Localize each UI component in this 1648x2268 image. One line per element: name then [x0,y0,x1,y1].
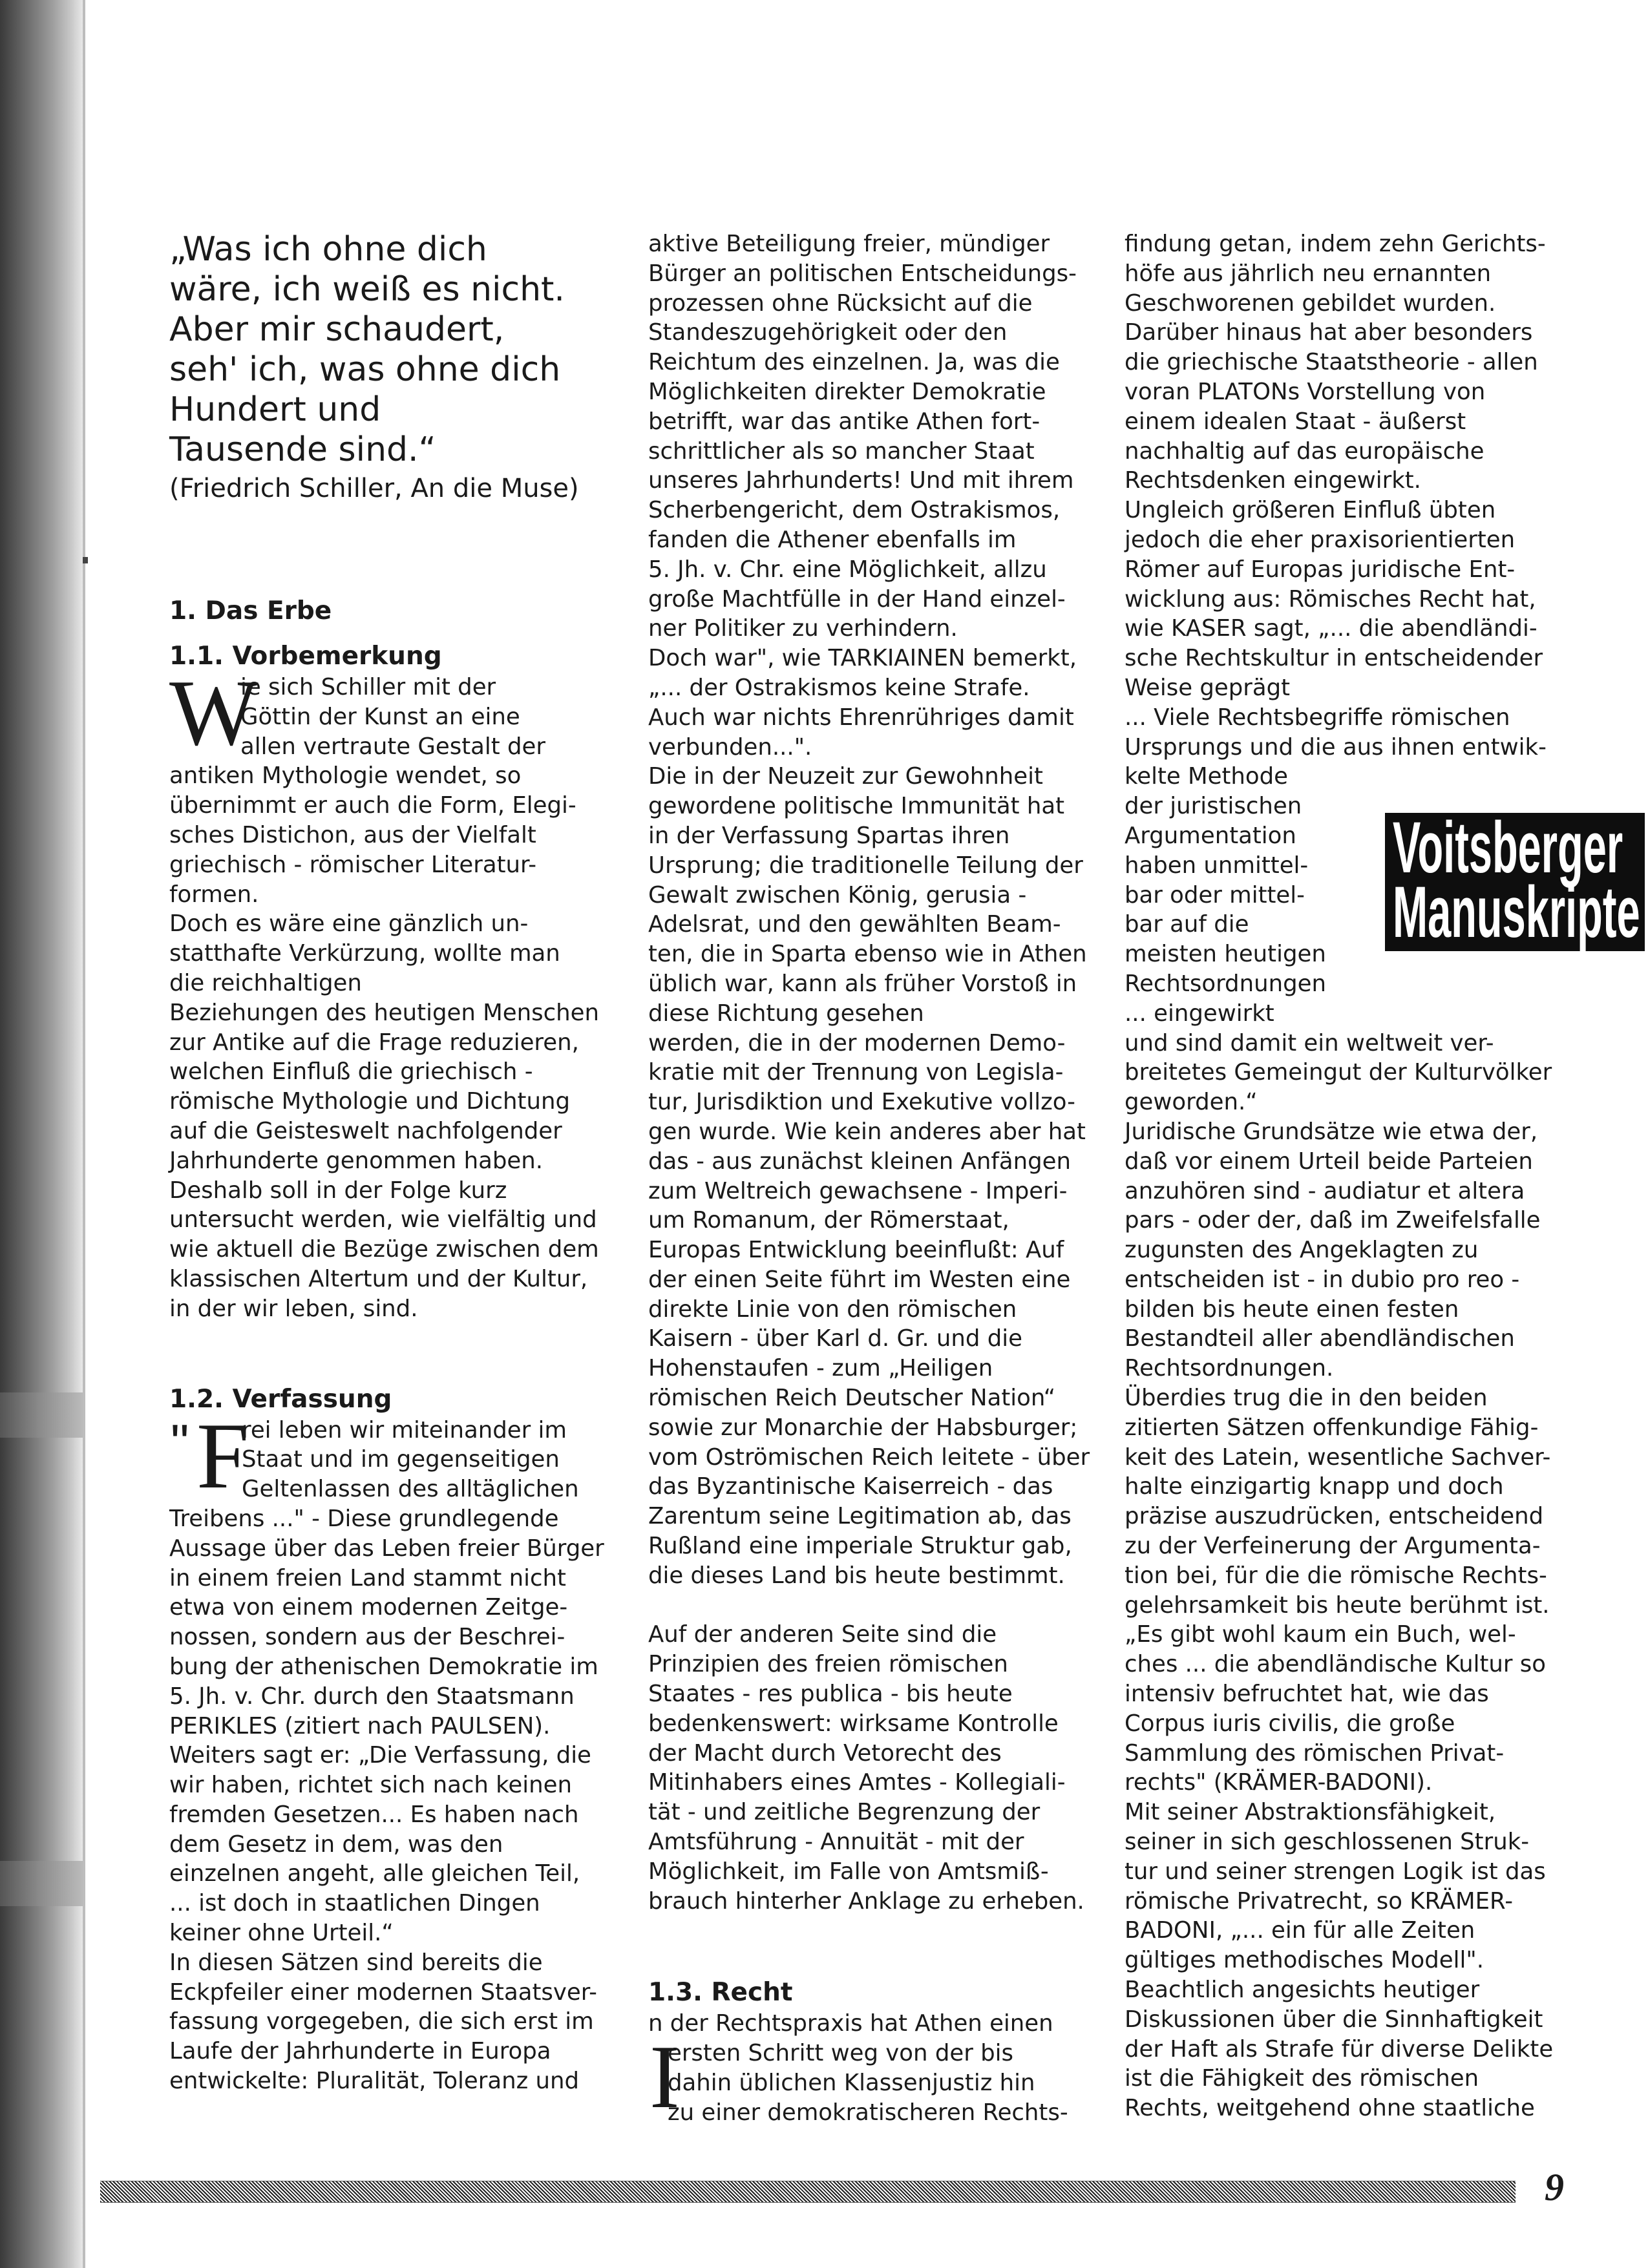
text-line: Ursprungs und die aus ihnen entwik- [1125,733,1547,761]
text-line: prozessen ohne Rücksicht auf die [648,289,1033,317]
paragraph [169,761,599,1323]
text-line: Römer auf Europas juridische Ent- [1125,556,1516,583]
logo-line-1: Voitsberger [1393,807,1623,888]
text-line: verbunden...". [648,733,812,761]
text-line: präzise auszudrücken, entscheidend [1125,1503,1544,1530]
text-line: Mitinhabers eines Amtes - Kollegiali- [648,1769,1066,1796]
text-line: Doch es wäre eine gänzlich un- [169,910,529,938]
text-line: der einen Seite führt im Westen eine [648,1266,1071,1293]
text-line: der Macht durch Vetorecht des [648,1739,1002,1767]
text-line: höfe aus jährlich neu ernannten [1125,260,1492,287]
text-line: Sammlung des römischen Privat- [1125,1739,1505,1767]
section-heading-1: 1. Das Erbe [169,596,332,625]
text-line: aktive Beteiligung freier, mündiger [648,231,1050,257]
text-line: werden, die in der modernen Demo- [648,1029,1066,1056]
epigraph-line: seh' ich, was ohne dich [169,350,561,389]
text-line: griechisch - römischer Literatur- [169,851,537,878]
text-line: Rechtsdenken eingewirkt. [1125,467,1421,494]
text-line: wie KASER sagt, „... die abendländi- [1125,615,1537,642]
text-line: geworden.“ [1125,1089,1258,1116]
text-line: Beziehungen des heutigen Menschen [169,999,599,1026]
text-line: Laufe der Jahrhunderte in Europa [169,2038,551,2065]
text-line: bung der athenischen Demokratie im [169,1653,598,1680]
text-line: In diesen Sätzen sind bereits die [169,1949,543,1976]
text-line: „Es gibt wohl kaum ein Buch, wel- [1125,1621,1516,1648]
text-line: fremden Gesetzen... Es haben nach [169,1801,579,1828]
text-line: Argumentation [1125,822,1296,849]
text-line: Treibens ..." - Diese grundlegende [169,1505,559,1532]
text-line: brauch hinterher Anklage zu erheben. [648,1887,1084,1915]
text-line: Standeszugehörigkeit oder den [648,319,1008,346]
text-line: Aussage über das Leben freier Bürger [169,1535,604,1562]
text-line: Zarentum seine Legitimation ab, das [648,1503,1072,1530]
text-line: keiner ohne Urteil.“ [169,1920,394,1947]
text-line: daß vor einem Urteil beide Parteien [1125,1148,1533,1175]
text-line: antiken Mythologie wendet, so [169,762,522,790]
text-line: Europas Entwicklung beeinflußt: Auf [648,1237,1064,1264]
text-line: auf die Geisteswelt nachfolgender [169,1117,562,1144]
text-line: welchen Einfluß die griechisch - [169,1058,533,1086]
scan-mark [83,557,88,563]
text-line: statthafte Verkürzung, wollte man [169,940,560,967]
text-line: Kaisern - über Karl d. Gr. und die [648,1325,1022,1352]
text-line: fassung vorgegeben, die sich erst im [169,2008,594,2035]
text-line: pars - oder der, daß im Zweifelsfalle [1125,1207,1541,1234]
page-edge [83,0,85,2268]
epigraph-line: wäre, ich weiß es nicht. [169,270,565,309]
text-line: ersten Schritt weg von der bis [668,2040,1013,2067]
text-line: gültiges methodisches Modell". [1125,1947,1484,1974]
text-line: keit des Latein, wesentliche Sachver- [1125,1444,1551,1471]
drop-cap-quote: " [171,1413,189,1471]
text-line: Staat und im gegenseitigen [242,1446,560,1473]
text-line: ches ... die abendländische Kultur so [1125,1651,1547,1678]
text-line: Auf der anderen Seite sind die [648,1621,997,1648]
text-line: bar oder mittel- [1125,881,1305,908]
text-line: römische Privatrecht, so KRÄMER- [1125,1887,1514,1915]
text-line: rei leben wir miteinander im [242,1416,567,1444]
text-line: die dieses Land bis heute bestimmt. [648,1562,1065,1589]
drop-cap: W [169,660,259,765]
text-line: Mit seiner Abstraktionsfähigkeit, [1125,1799,1496,1826]
text-line: intensiv befruchtet hat, wie das [1125,1681,1489,1708]
text-line: zugunsten des Angeklagten zu [1125,1237,1479,1264]
text-line: ... Viele Rechtsbegriffe römischen [1125,704,1510,731]
text-line: fanden die Athener ebenfalls im [648,526,1017,553]
text-line: bilden bis heute einen festen [1125,1296,1459,1323]
text-line: der juristischen [1125,793,1302,820]
text-line: in einem freien Land stammt nicht [169,1564,566,1591]
text-line: 5. Jh. v. Chr. durch den Staatsmann [169,1683,575,1710]
text-line: Adelsrat, und den gewählten Beam- [648,911,1061,938]
section-heading-1-1: 1.1. Vorbemerkung [169,642,442,671]
text-line: unseres Jahrhunderts! Und mit ihrem [648,467,1074,494]
text-line: breitetes Gemeingut der Kulturvölker [1125,1059,1552,1086]
text-line: das - aus zunächst kleinen Anfängen [648,1148,1071,1175]
text-line: Staates - res publica - bis heute [648,1681,1013,1708]
paragraph-gap [648,1591,1075,1621]
text-line: sche Rechtskultur in entscheidender [1125,645,1543,672]
text-line: vom Oströmischen Reich leitete - über [648,1444,1090,1471]
text-line: dem Gesetz in dem, was den [169,1831,503,1858]
text-line: Die in der Neuzeit zur Gewohnheit [648,763,1043,790]
paragraph [648,229,1090,1591]
text-line: Doch war", wie TARKIAINEN bemerkt, [648,645,1077,672]
book-binding-edge [0,0,83,2268]
text-line: meisten heutigen [1125,941,1326,968]
text-line: wie aktuell die Bezüge zwischen dem [169,1236,599,1263]
column-1 [169,229,604,2096]
text-line: Weiters sagt er: „Die Verfassung, die [169,1742,591,1769]
epigraph-line: Hundert und [169,390,381,429]
text-line: gen wurde. Wie kein anderes aber hat [648,1118,1086,1145]
voitsberger-manuskripte-logo [1385,807,1645,952]
section-1-1-body [169,660,599,1324]
text-line: große Machtfülle in der Hand einzel- [648,585,1066,613]
text-line: wicklung aus: Römisches Recht hat, [1125,585,1536,613]
text-line: ... ist doch in staatlichen Dingen [169,1890,540,1917]
text-line: einem idealen Staat - äußerst [1125,408,1466,435]
text-line: wir haben, richtet sich nach keinen [169,1772,572,1799]
text-line: betrifft, war das antike Athen fort- [648,408,1041,435]
text-line: bar auf die [1125,911,1249,938]
text-line: Prinzipien des freien römischen [648,1651,1008,1678]
text-line: üblich war, kann als früher Vorstoß in [648,970,1077,997]
text-line: schrittlicher als so mancher Staat [648,437,1035,465]
text-line: halte einzigartig knapp und doch [1125,1473,1504,1500]
text-line: kelte Methode [1125,763,1289,790]
text-line: ... eingewirkt [1125,1000,1274,1027]
text-line: kratie mit der Trennung von Legisla- [648,1059,1064,1086]
footer-rule [100,2181,1516,2203]
text-line: klassischen Altertum und der Kultur, [169,1265,588,1292]
text-line: römische Mythologie und Dichtung [169,1088,570,1115]
text-line: 5. Jh. v. Chr. eine Möglichkeit, allzu [648,556,1047,583]
text-line: Rußland eine imperiale Struktur gab, [648,1533,1072,1560]
drop-cap-lines [648,2027,1075,2128]
text-line: Amtsführung - Annuität - mit der [648,1829,1024,1856]
text-line: einzelnen angeht, alle gleichen Teil, [169,1860,580,1887]
text-line: bedenkenswert: wirksame Kontrolle [648,1710,1059,1737]
text-line: tion bei, für die die römische Rechts- [1125,1562,1547,1589]
text-line: sowie zur Monarchie der Habsburger; [648,1414,1078,1441]
paragraph [1125,229,1564,2123]
text-line: entscheiden ist - in dubio pro reo - [1125,1266,1520,1293]
text-line: Rechts, weitgehend ohne staatliche [1125,2095,1535,2122]
epigraph-line: Tausende sind.“ [169,430,436,469]
text-line: voran PLATONs Vorstellung von [1125,378,1486,405]
logo-line-2: Manuskripte [1393,872,1640,952]
text-line: anzuhören sind - audiatur et altera [1125,1177,1525,1204]
text-line: übernimmt er auch die Form, Elegi- [169,792,576,819]
text-line: die griechische Staatstheorie - allen [1125,349,1538,376]
text-line: zu einer demokratischeren Rechts- [668,2099,1068,2126]
section-1-3-body [648,2027,1075,2128]
text-line: BADONI, „... ein für alle Zeiten [1125,1917,1475,1944]
paragraph [648,1620,1084,1916]
text-line: dahin üblichen Klassenjustiz hin [668,2070,1035,2097]
text-line: haben unmittel- [1125,852,1309,879]
section-heading-1-2: 1.2. Verfassung [169,1384,392,1414]
text-line: gewordene politische Immunität hat [648,793,1065,820]
text-line: Überdies trug die in den beiden [1125,1385,1488,1412]
text-line: rechts" (KRÄMER-BADONI). [1125,1769,1433,1796]
text-line: Möglichkeit, im Falle von Amtsmiß- [648,1858,1049,1885]
text-line: Ungleich größeren Einfluß übten [1125,497,1496,524]
paragraph [169,1504,604,2096]
text-line: Corpus iuris civilis, die große [1125,1710,1455,1737]
text-line: gelehrsamkeit bis heute berühmt ist. [1125,1591,1550,1619]
text-line: Bestandteil aller abendländischen [1125,1325,1515,1352]
text-line: sches Distichon, aus der Vielfalt [169,821,536,848]
text-line: n der Rechtspraxis hat Athen einen [648,2010,1053,2037]
text-line: Möglichkeiten direkter Demokratie [648,378,1046,405]
text-line: Scherbengericht, dem Ostrakismos, [648,497,1061,524]
text-line: zitierten Sätzen offenkundige Fähig- [1125,1414,1539,1441]
text-line: allen vertraute Gestalt der [240,733,545,760]
text-line: seiner in sich geschlossenen Struk- [1125,1829,1530,1856]
text-line: tur, Jurisdiktion und Exekutive vollzo- [648,1089,1075,1116]
text-line: um Romanum, der Römerstaat, [648,1207,1009,1234]
text-line: nossen, sondern aus der Beschrei- [169,1624,565,1651]
text-line: zu der Verfeinerung der Argumenta- [1125,1533,1541,1560]
text-line: das Byzantinische Kaiserreich - das [648,1473,1053,1500]
text-line: „... der Ostrakismos keine Strafe. [648,674,1030,701]
text-line: Bürger an politischen Entscheidungs- [648,260,1077,287]
text-line: Diskussionen über die Sinnhaftigkeit [1125,2006,1543,2033]
text-line: und sind damit ein weltweit ver- [1125,1029,1494,1056]
text-line: Darüber hinaus hat aber besonders [1125,319,1533,346]
text-line: nachhaltig auf das europäische [1125,437,1484,465]
text-line: formen. [169,881,259,908]
column-2 [648,229,1090,2128]
text-line: Beachtlich angesichts heutiger [1125,1977,1480,2004]
text-line: Auch war nichts Ehrenrühriges damit [648,704,1074,731]
text-line: untersucht werden, wie vielfältig und [169,1206,597,1234]
section-1-2-body [169,1403,604,2096]
text-line: Rechtsordnungen [1125,970,1326,997]
binding-notch [0,1392,83,1438]
text-line: Deshalb soll in der Folge kurz [169,1177,507,1204]
page-number: 9 [1545,2166,1564,2209]
text-line: Eckpfeiler einer modernen Staatsver- [169,1979,597,2006]
section-heading-1-3: 1.3. Recht [648,1978,793,2008]
text-line: Gewalt zwischen König, gerusia - [648,881,1027,908]
text-line: in der Verfassung Spartas ihren [648,822,1010,849]
text-line: der Haft als Strafe für diverse Delikte [1125,2035,1554,2063]
text-line: entwickelte: Pluralität, Toleranz und [169,2068,580,2095]
text-line: in der wir leben, sind. [169,1295,418,1322]
text-line: zur Antike auf die Frage reduzieren, [169,1029,579,1056]
text-line: Weise geprägt [1125,674,1291,701]
text-line: die reichhaltigen [169,969,362,996]
text-line: Geschworenen gebildet wurden. [1125,289,1496,317]
text-line: PERIKLES (zitiert nach PAULSEN). [169,1712,551,1739]
drop-cap: F [196,1403,249,1508]
text-line: zum Weltreich gewachsene - Imperi- [648,1177,1068,1204]
text-line: Hohenstaufen - zum „Heiligen [648,1355,993,1382]
drop-cap: I [650,2027,680,2128]
text-line: ten, die in Sparta ebenso wie in Athen [648,941,1087,968]
text-line: Jahrhunderte genommen haben. [169,1147,544,1174]
text-line: direkte Linie von den römischen [648,1296,1017,1323]
column-3 [1125,229,1564,2123]
text-line: Rechtsordnungen. [1125,1355,1334,1382]
text-line: ner Politiker zu verhindern. [648,615,958,642]
epigraph-line: Aber mir schaudert, [169,310,505,349]
text-line: Reichtum des einzelnen. Ja, was die [648,349,1060,376]
epigraph [169,229,589,505]
text-line: tur und seiner strengen Logik ist das [1125,1858,1546,1885]
epigraph-source: (Friedrich Schiller, An die Muse) [169,474,579,503]
text-line: findung getan, indem zehn Gerichts- [1125,231,1546,257]
text-line: jedoch die eher praxisorientierten [1125,526,1516,553]
text-line: Geltenlassen des alltäglichen [242,1476,579,1503]
binding-notch [0,1861,83,1906]
text-line: diese Richtung gesehen [648,1000,924,1027]
text-line: Göttin der Kunst an eine [240,703,520,730]
text-line: ist die Fähigkeit des römischen [1125,2065,1479,2092]
text-line: tät - und zeitliche Begrenzung der [648,1799,1041,1826]
text-line: Ursprung; die traditionelle Teilung der [648,852,1083,879]
epigraph-line: „Was ich ohne dich [169,230,487,269]
text-line: etwa von einem modernen Zeitge- [169,1594,568,1621]
text-line: ie sich Schiller mit der [240,674,496,700]
text-line: Juridische Grundsätze wie etwa der, [1125,1118,1538,1145]
text-line: römischen Reich Deutscher Nation“ [648,1385,1056,1412]
